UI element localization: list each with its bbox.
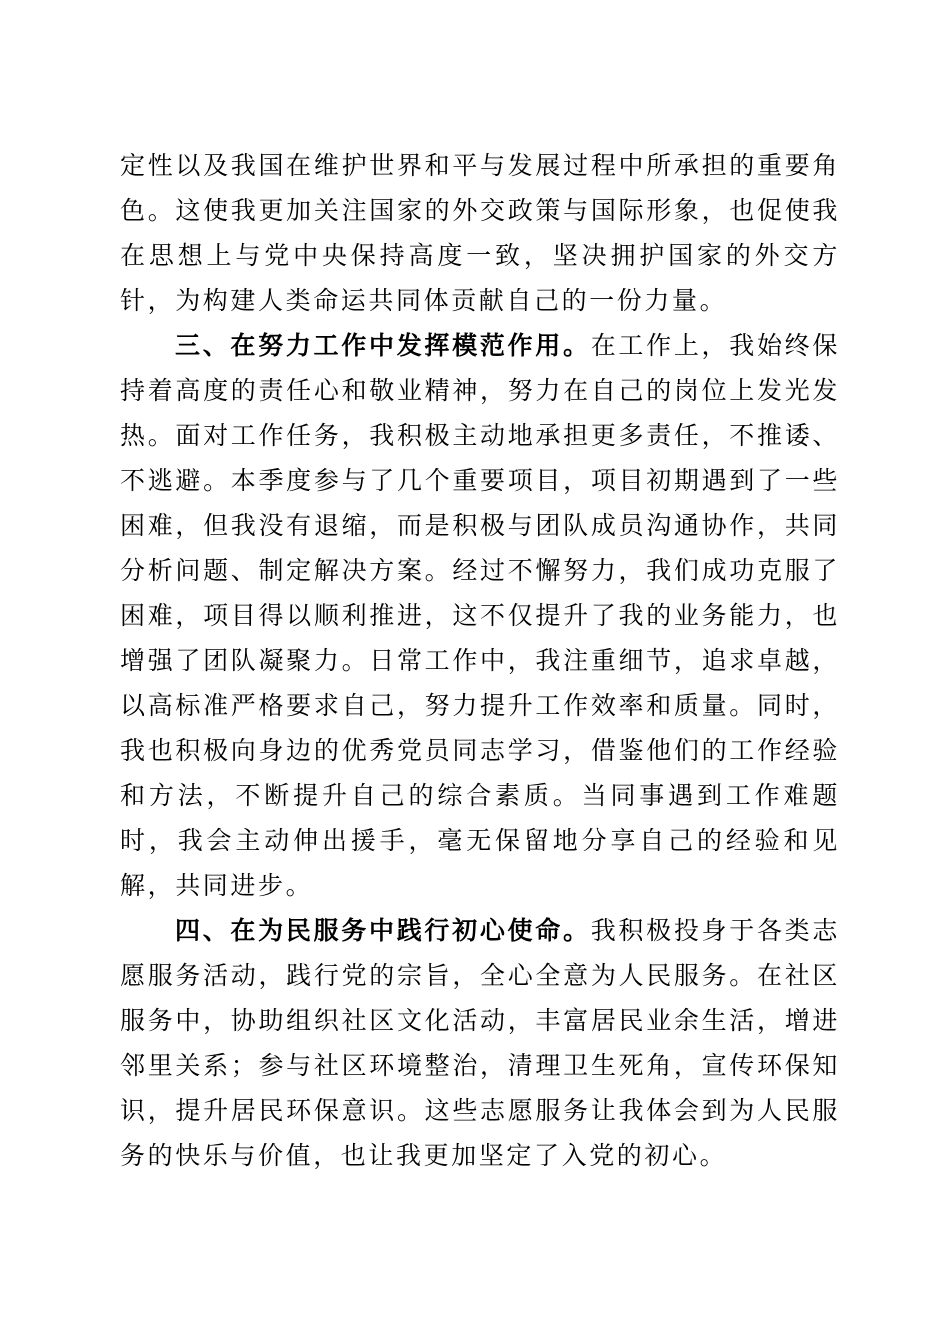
section-heading-three: 三、在努力工作中发挥模范作用。 — [175, 331, 591, 360]
paragraph-text: 定性以及我国在维护世界和平与发展过程中所承担的重要角色。这使我更加关注国家的外交政策与国际形象，也促使我在思想上与党中央保持高度一致，坚决拥护国家的外交方针，为构建人类命运共同体贡献自己的一份力量。 — [120, 151, 840, 315]
document-body — [120, 143, 840, 1178]
paragraph-text: 在工作上，我始终保持着高度的责任心和敬业精神，努力在自己的岗位上发光发热。面对工作任务，我积极主动地承担更多责任，不推诿、不逃避。本季度参与了几个重要项目，项目初期遇到了一些困难，但我没有退缩，而是积极与团队成员沟通协作，共同分析问题、制定解决方案。经过不懈努力，我们成功克服了困难，项目得以顺利推进，这不仅提升了我的业务能力，也增强了团队凝聚力。日常工作中，我注重细节，追求卓越，以高标准严格要求自己，努力提升工作效率和质量。同时，我也积极向身边的优秀党员同志学习，借鉴他们的工作经验和方法，不断提升自己的综合素质。当同事遇到工作难题时，我会主动伸出援手，毫无保留地分享自己的经验和见解，共同进步。 — [120, 331, 840, 900]
paragraph-work-role-model — [120, 323, 840, 908]
section-heading-four: 四、在为民服务中践行初心使命。 — [175, 916, 591, 945]
paragraph-continuation — [120, 143, 840, 323]
paragraph-serve-people — [120, 908, 840, 1178]
paragraph-text: 我积极投身于各类志愿服务活动，践行党的宗旨，全心全意为人民服务。在社区服务中，协助组织社区文化活动，丰富居民业余生活，增进邻里关系；参与社区环境整治，清理卫生死角，宣传环保知识，提升居民环保意识。这些志愿服务让我体会到为人民服务的快乐与价值，也让我更加坚定了入党的初心。 — [120, 916, 840, 1170]
